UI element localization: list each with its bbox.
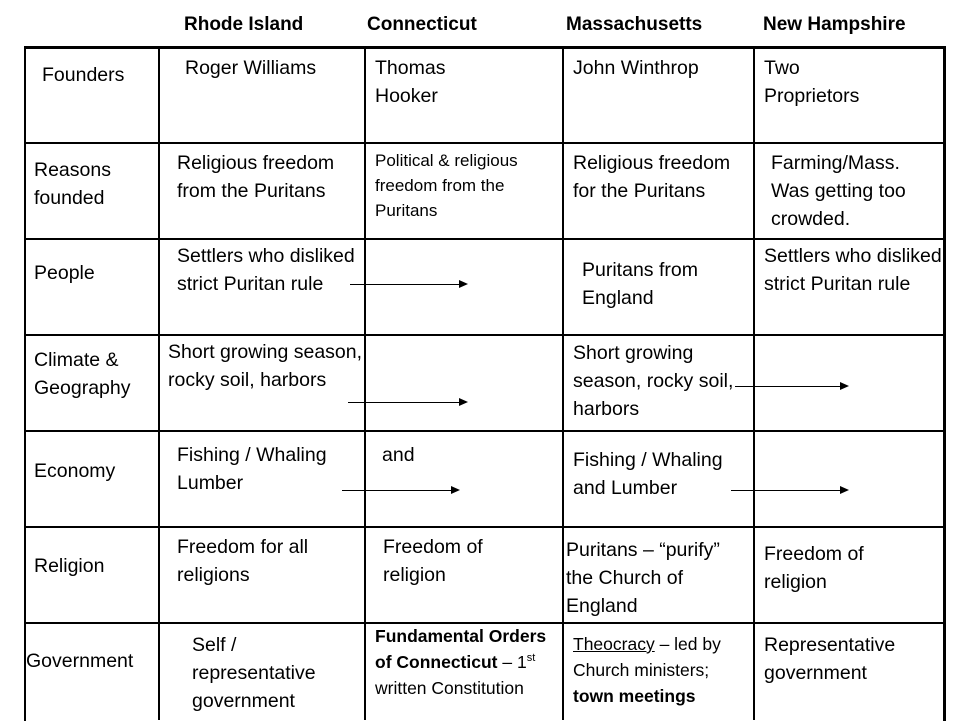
column-header-massachusetts: Massachusetts <box>566 14 703 35</box>
cell-economy-and: and <box>382 444 415 466</box>
grid-line <box>25 238 944 240</box>
cell-climate-massachusetts: Short growing season, rocky soil, harbors <box>573 342 734 420</box>
column-header-new-hampshire: New Hampshire <box>763 14 906 35</box>
row-label-people: People <box>34 262 95 284</box>
cell-founders-rhode-island: Roger Williams <box>185 57 317 79</box>
continuation-arrow <box>342 490 458 491</box>
cell-government-connecticut <box>375 623 561 701</box>
grid-line <box>25 334 944 336</box>
cell-climate-rhode-island: Short growing season, rocky soil, harbors <box>168 341 363 391</box>
cell-economy-massachusetts: Fishing / Whaling and Lumber <box>573 449 723 499</box>
grid-line <box>562 46 564 720</box>
cell-religion-connecticut: Freedom of religion <box>383 536 483 586</box>
cell-reasons-massachusetts: Religious freedom for the Puritans <box>573 152 731 202</box>
grid-line <box>25 526 944 528</box>
cell-economy-rhode-island: Fishing / Whaling Lumber <box>177 444 327 494</box>
cell-people-massachusetts: Puritans from England <box>582 259 698 309</box>
cell-founders-massachusetts: John Winthrop <box>573 57 699 79</box>
row-label-economy: Economy <box>34 460 116 482</box>
continuation-arrow <box>735 386 847 387</box>
cell-people-rhode-island: Settlers who disliked strict Puritan rule <box>177 245 355 295</box>
cell-founders-connecticut: Thomas Hooker <box>375 57 446 107</box>
continuation-arrow <box>348 402 466 403</box>
continuation-arrow <box>350 284 466 285</box>
cell-reasons-rhode-island: Religious freedom from the Puritans <box>177 152 335 202</box>
first-dash-text: – 1 <box>497 652 527 672</box>
row-label-government: Government <box>26 650 134 672</box>
row-label-reasons-founded: Reasons founded <box>34 159 111 209</box>
cell-government-rhode-island: Self / representative government <box>192 634 316 712</box>
cell-religion-massachusetts: Puritans – “purify” the Church of England <box>566 539 720 617</box>
row-label-climate-geography: Climate & Geography <box>34 349 131 399</box>
cell-people-new-hampshire: Settlers who disliked strict Puritan rule <box>764 245 942 295</box>
led-by-ministers-text: – led by Church ministers; <box>573 634 721 680</box>
cell-government-new-hampshire: Representative government <box>764 634 896 684</box>
grid-line <box>158 46 160 720</box>
fundamental-orders-text: Fundamental Orders of Connecticut <box>375 626 547 672</box>
town-meetings-text: town meetings <box>573 686 696 706</box>
cell-founders-new-hampshire: Two Proprietors <box>764 57 860 107</box>
cell-religion-new-hampshire: Freedom of religion <box>764 543 864 593</box>
grid-line <box>25 142 944 144</box>
cell-religion-rhode-island: Freedom for all religions <box>177 536 309 586</box>
cell-reasons-new-hampshire: Farming/Mass. Was getting too crowded. <box>771 152 906 230</box>
grid-line <box>25 430 944 432</box>
continuation-arrow <box>731 490 847 491</box>
column-header-connecticut: Connecticut <box>367 14 477 35</box>
cell-government-massachusetts <box>573 631 753 709</box>
cell-reasons-connecticut: Political & religious freedom from the Puritans <box>375 151 518 220</box>
grid-line <box>753 46 755 720</box>
row-label-religion: Religion <box>34 555 105 577</box>
written-constitution-text: written Constitution <box>375 678 524 698</box>
ordinal-suffix: st <box>526 652 536 665</box>
row-label-founders: Founders <box>42 64 125 86</box>
theocracy-text: Theocracy <box>573 634 655 654</box>
column-header-rhode-island: Rhode Island <box>184 14 304 35</box>
